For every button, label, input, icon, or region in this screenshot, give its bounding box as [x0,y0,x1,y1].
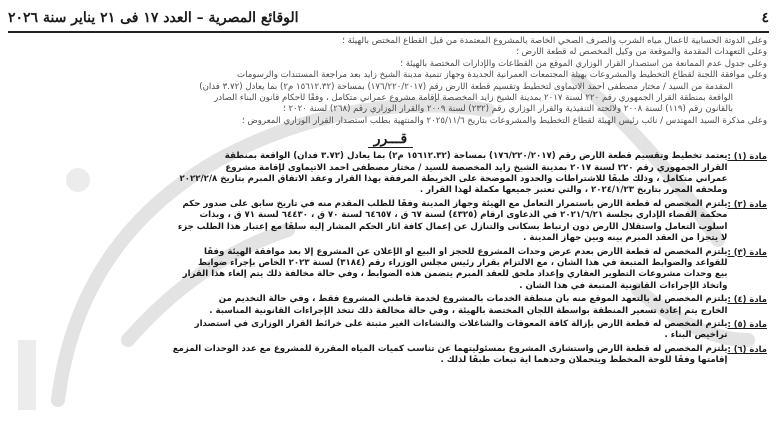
article-line: للقواعد والضوابط المتبعة في هذا الشأن ، مع الالتزام بقرار رئيس مجلس الوزراء رقم (٣١٨٤) لسنة ٢٠٢٣ الخاص بإجراء ضوابط [198,257,728,268]
article [14,199,767,245]
article-line: يلتزم المخصص له قطعة الأرض بعدم عرض وحدات المشروع للحجز أو البيع أو الإعلان عن المشروع إلا بعد موافقة الهيئة وفقًا [203,246,728,257]
article-text [14,199,727,245]
article-label: مادة (٥) : [727,318,767,329]
article-label: مادة (٣) : [727,246,767,257]
article [14,319,767,342]
article-label: مادة (٦) : [727,343,767,354]
preamble-line: الواقعة بمنطقة القرار الجمهوري رقم ٢٢٠ لسنة ٢٠١٧ بمدينة الشيخ زايد المخصصة لإقامة مشروع عمراني متكامل ، وفقًا لأحكام قانون البناء الصادر [214,93,733,104]
article-line: يعتمد تخطيط وتقسيم قطعة الأرض رقم (١٧٦/٢٢٠/٢٠١٧) بمساحة (١٥٦١٢.٣٢ م٢) بما يعادل (٣.٧٢ فدان) الواقعة بمنطقة [224,151,728,162]
article-line: يلتزم المخصص له قطعة الأرض واستشارى المشروع بمسئوليتهما عن تناسب كميات المياه المقررة للمشروع مع عدد الوحدات المزمع [172,343,728,354]
decision-heading: قـــرر [14,129,767,149]
article-text [14,344,727,367]
article [14,344,767,367]
article-line: وملحقه المحرر بتاريخ ٢٠٢٤/١/٢٣ ، والتي تعتبر جميعها مكملة لهذا القرار . [419,185,728,196]
article-line: يلتزم المخصص له قطعة الأرض باستمرار التعامل مع الهيئة وجهاز المدينة وفقًا للطلب المقدم منه في تاريخ سابق على صدور حكم [182,198,728,209]
article-line: القرار الجمهوري رقم ٢٢٠ لسنة ٢٠١٧ بمدينة الشيخ زايد المخصصة للسيد / مختار مصطفى أحمد الاتيماوى لإقامة مشروع [225,162,728,173]
article-text [14,294,727,317]
article-line: بيع وحدات مشروعات التطوير العقاري وإعداد ملحق للعقد المبرم يتضمن هذه الضوابط ، وفي حالة مخالفة ذلك يتم إلغاء هذا القرار [182,269,728,280]
preamble-line: وعلى موافقة اللجنة لقطاع التخطيط والمشروعات بهيئة المجتمعات العمرانية الجديدة وجهاز تنمية مدينة الشيخ زايد بعد مراجعة المستندات والرسومات [237,70,767,81]
preamble-line: وعلى جدول عدم الممانعة من استصدار القرار الوزاري الموقع من القطاعات والإدارات المختصة بالهيئة ؛ [400,58,767,69]
article-label: مادة (٤) : [727,294,767,305]
page-header [8,8,769,28]
article-text [14,319,727,342]
preamble-line: وعلى مذكرة السيد المهندس / نائب رئيس الهيئة لقطاع التخطيط والمشروعات بتاريخ ٢٠٢٥/١١/٦ والمنتهية بطلب استصدار القرار الوزاري المعروض ؛ [241,115,767,126]
article-line: إقامتها وفقًا للوحة المخطط ويتحملان وحدهما أية تبعات طبقًا لذلك . [440,355,728,366]
article-line: محكمة القضاء الإداري بجلسة ٢٠٢١/٦/٢١ في الدعاوى أرقام (٤٣٢٥) لسنة ٦٧ ق ، ٦٤٦٥٧ لسنة ٧٠ ق ، ٦٤٤٣٠ لسنة ٧١ ق ، وبذات [199,210,728,221]
preamble-line: بالقانون رقم (١١٩) لسنة ٢٠٠٨ ولائحته التنفيذية والقرار الوزاري رقم (٢٣٢) لسنة ٢٠٠٩ والقرار الوزاري رقم (٢٦٨) لسنة ٢٠٢٠ ؛ [282,104,733,115]
article [14,247,767,293]
page-number: ٤ [761,10,769,26]
article-line: لا يتجزأ من العقد المبرم بينه وبين جهاز المدينة . [523,233,728,244]
preamble-line: وعلى التعهدات المقدمة والموقعة من وكيل المخصص له قطعة الأرض ؛ [516,47,767,58]
article-line: يلتزم المخصص له بالتعهد الموقع منه بأن منطقة الخدمات بالمشروع لخدمة قاطني المشروع فقط ، وفي حالة التخديم من [218,294,728,305]
article-line: يلتزم المخصص له قطعة الأرض بإزالة كافة المعوقات والشاغلات والنشاءات الغير مثبتة على خرائط القرار الوزارى في استصدار [194,318,728,329]
article-line: واتخاذ الإجراءات القانونية المتبعة في هذا الشأن . [519,280,728,291]
header-divider [8,31,769,33]
gazette-title: الوقائع المصرية – العدد ١٧ فى ٢١ يناير سنة ٢٠٢٦ [8,10,299,26]
preamble-line: المقدمة من السيد / مختار مصطفى أحمد الاتيماوى لتخطيط وتقسيم قطعة الأرض رقم (١٧٦/٢٢٠/٢٠١٧) بمساحة (١٥٦١٢.٣٢ م٢) بما يعادل (٣.٧٢ فدان) [199,81,733,92]
article-text [14,151,727,197]
article-line: عمراني متكامل ، وذلك طبقًا للاشتراطات والحدود الموضحة على الخريطة المرفقة بهذا القرار وعقد الاتفاق المبرم بتاريخ ٢٠٢٢/٢/٨ [179,174,728,185]
article-label: مادة (١) : [727,151,767,162]
preamble [14,36,767,127]
article [14,151,767,197]
article [14,294,767,317]
article-line: أسلوب التعامل واستقلال الأرض دون ارتباط بسكانى والتنازل عن إعمال كافة آثار الحكم المشار إليه سلفًا مع إعتبار هذا الطلب جزء [177,221,728,232]
document-body [14,36,767,435]
article-text [14,247,727,293]
article-line: تراخيص البناء . [664,330,728,341]
articles-list [14,151,767,366]
preamble-line: وعلى الدوتة الحسابية لأعمال مياه الشرب والصرف الصحي الخاصة بالمشروع المعتمدة من قبل القطاع المختص بالهيئة ؛ [342,36,767,46]
article-label: مادة (٢) : [727,198,767,209]
article-line: الخارج يتم إعادة تسعير المنطقة بواسطة اللجان المختصة بالهيئة ، وفي حالة مخالفة ذلك تتخذ الإجراءات القانونية المناسبة . [209,305,728,316]
